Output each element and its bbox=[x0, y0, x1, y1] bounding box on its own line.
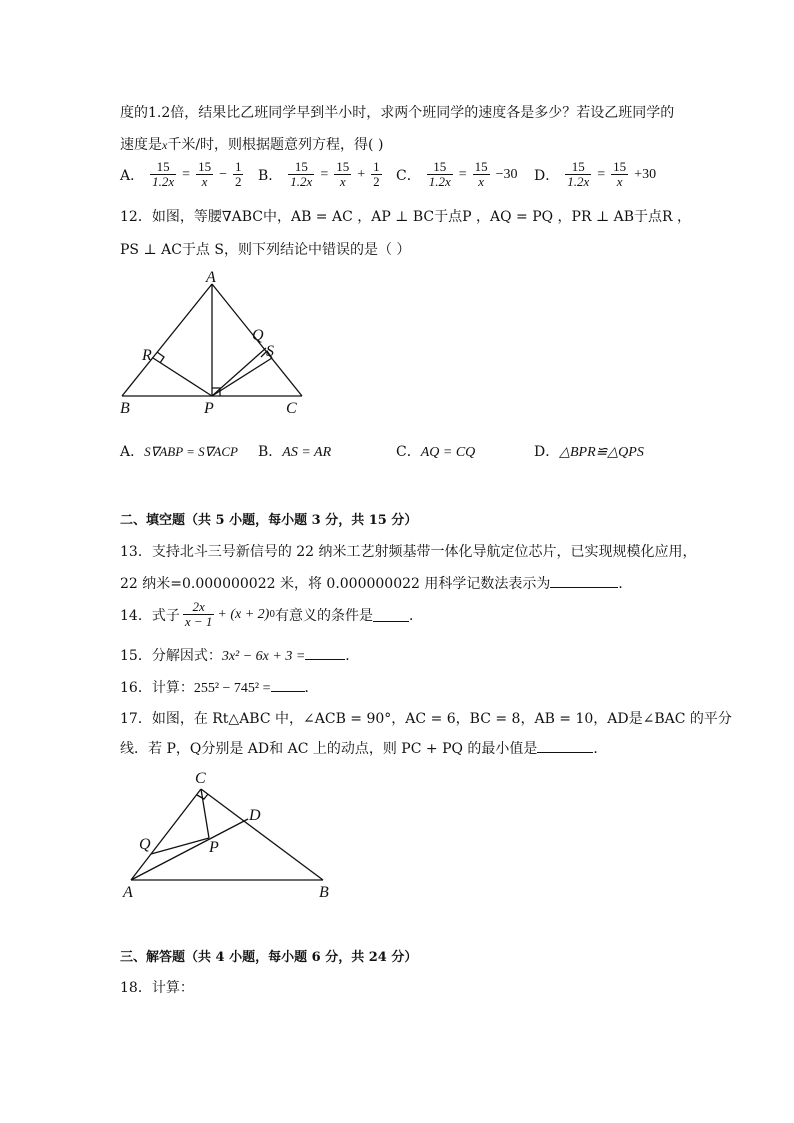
option-label: A． bbox=[120, 167, 145, 184]
q15 bbox=[120, 645, 359, 665]
q14-end: ． bbox=[409, 607, 424, 624]
option-text: S∇ABP = S∇ACP bbox=[144, 444, 238, 459]
frac-den: 2 bbox=[373, 174, 380, 189]
q16-end: ． bbox=[304, 680, 319, 696]
frac-den: 1.2x bbox=[152, 174, 175, 189]
frac-den: 1.2x bbox=[290, 174, 313, 189]
q12-line1: 12．如图，等腰∇ABC中，AB = AC ，AP ⊥ BC于点P ，AQ = PQ ，PR ⊥ AB于点R ， bbox=[120, 209, 691, 225]
q17-line1: 17．如图，在 Rt△ABC 中，∠ACB = 90°，AC = 6，BC = 8，AB = 10，AD是∠BAC 的平分 bbox=[120, 711, 732, 727]
q17-line2 bbox=[120, 738, 607, 758]
q15-answer-blank[interactable] bbox=[305, 645, 345, 660]
frac-num: 15 bbox=[427, 160, 453, 175]
frac-num: 15 bbox=[150, 160, 176, 175]
frac-den: 2 bbox=[234, 174, 242, 189]
q12-options bbox=[120, 441, 680, 461]
option-text: AS = AR bbox=[282, 445, 332, 460]
q11-line1: 度的1.2倍，结果比乙班同学早到半小时，求两个班同学的速度各是多少？若设乙班同学的 bbox=[120, 105, 675, 121]
q11-option-d[interactable] bbox=[534, 160, 656, 189]
frac-num: 15 bbox=[474, 159, 488, 174]
q17-figure bbox=[115, 766, 345, 901]
section3-title: 三、解答题（共 4 小题，每小题 6 分，共 24 分） bbox=[120, 950, 418, 965]
q11-option-b[interactable] bbox=[258, 160, 382, 189]
frac-den: x − 1 bbox=[184, 614, 213, 629]
option-label: B． bbox=[258, 167, 283, 184]
q12-option-b[interactable] bbox=[258, 441, 331, 461]
label-c: C bbox=[286, 400, 297, 417]
label-q: Q bbox=[252, 327, 264, 344]
tail: +30 bbox=[634, 166, 657, 182]
q11-option-c[interactable] bbox=[396, 160, 518, 189]
equals: = bbox=[597, 166, 606, 182]
q12-option-a[interactable] bbox=[120, 441, 238, 461]
label-s: S bbox=[266, 343, 274, 360]
q16-expr: 255² − 745² = bbox=[193, 681, 271, 696]
option-label: C． bbox=[396, 444, 421, 460]
q13-line2-text: 22 纳米=0.000000022 米，将 0.000000022 用科学记数法表示为 bbox=[120, 576, 551, 592]
q13-answer-blank[interactable] bbox=[550, 573, 618, 588]
label-a: A bbox=[206, 270, 216, 286]
q14-answer-blank[interactable] bbox=[373, 607, 409, 622]
q13-line2 bbox=[120, 573, 632, 593]
q14-post: 有意义的条件是 bbox=[275, 607, 374, 624]
frac-den: x bbox=[339, 174, 346, 189]
label-d: D bbox=[249, 807, 261, 824]
frac-num: 15 bbox=[613, 159, 627, 174]
seg-cp bbox=[201, 789, 209, 838]
q11-line2-a: 速度是 bbox=[120, 137, 162, 153]
q16 bbox=[120, 677, 319, 697]
option-label: D． bbox=[534, 444, 560, 460]
label-p: P bbox=[204, 400, 214, 417]
operator: + bbox=[357, 166, 366, 182]
frac-den: 1.2x bbox=[567, 174, 590, 189]
frac-den: x bbox=[616, 174, 623, 189]
label-p: P bbox=[209, 839, 219, 856]
equals: = bbox=[182, 166, 191, 182]
frac-num: 2x bbox=[183, 600, 215, 615]
q15-pre: 15．分解因式： bbox=[120, 648, 222, 664]
operator: − bbox=[219, 166, 227, 182]
q11-option-a[interactable] bbox=[120, 160, 243, 189]
q12-option-c[interactable] bbox=[396, 441, 475, 461]
frac-num: 1 bbox=[373, 159, 380, 174]
q12-line2: PS ⊥ AC于点 S，则下列结论中错误的是（ ） bbox=[120, 242, 411, 258]
frac-den: x bbox=[478, 174, 485, 189]
q16-answer-blank[interactable] bbox=[271, 677, 305, 692]
option-label: C． bbox=[396, 167, 421, 184]
option-text: AQ = CQ bbox=[420, 445, 476, 460]
q14-mid: + (x + 2) bbox=[217, 606, 270, 622]
option-label: D． bbox=[534, 167, 560, 184]
tail: −30 bbox=[495, 166, 518, 182]
q11-line2 bbox=[120, 134, 383, 154]
label-c: C bbox=[195, 770, 206, 787]
q11-var: x bbox=[162, 138, 168, 152]
q16-pre: 16．计算： bbox=[120, 680, 194, 696]
q18: 18．计算： bbox=[120, 980, 194, 996]
q17-end: ． bbox=[593, 741, 608, 757]
label-b: B bbox=[120, 400, 130, 417]
q11-line2-b: 千米/时，则根据题意列方程，得( ) bbox=[167, 137, 384, 153]
seg-ab bbox=[122, 284, 212, 396]
q17-answer-blank[interactable] bbox=[537, 738, 593, 753]
frac-num: 15 bbox=[288, 160, 314, 175]
seg-pq bbox=[151, 838, 209, 854]
label-a: A bbox=[123, 884, 133, 901]
section2-title: 二、填空题（共 5 小题，每小题 3 分，共 15 分） bbox=[120, 513, 418, 528]
option-label: A． bbox=[120, 444, 145, 460]
q15-expr: 3x² − 6x + 3 = bbox=[221, 649, 306, 664]
equals: = bbox=[320, 166, 329, 182]
seg-ac bbox=[131, 789, 201, 880]
q14-pre: 14．式子 bbox=[120, 607, 180, 624]
frac-den: 1.2x bbox=[428, 174, 451, 189]
option-label: B． bbox=[258, 444, 283, 460]
q14 bbox=[120, 600, 423, 629]
label-q: Q bbox=[139, 836, 151, 853]
q12-option-d[interactable] bbox=[534, 441, 644, 461]
label-b: B bbox=[319, 884, 329, 901]
q15-end: ． bbox=[345, 648, 360, 664]
q14-exp: 0 bbox=[269, 609, 276, 620]
q12-figure bbox=[110, 270, 320, 420]
frac-num: 1 bbox=[234, 159, 242, 174]
q11-options bbox=[120, 160, 720, 196]
option-text: △BPR≌△QPS bbox=[559, 445, 644, 460]
seg-pr bbox=[153, 358, 212, 396]
seg-ps bbox=[212, 358, 272, 396]
frac-den: x bbox=[201, 174, 208, 189]
frac-num: 15 bbox=[336, 159, 350, 174]
frac-num: 15 bbox=[198, 159, 212, 174]
q13-end: ． bbox=[618, 576, 633, 592]
q13-line1: 13．支持北斗三号新信号的 22 纳米工艺射频基带一体化导航定位芯片，已实现规模化应用， bbox=[120, 544, 697, 560]
frac-num: 15 bbox=[565, 160, 591, 175]
label-r: R bbox=[142, 347, 152, 364]
equals: = bbox=[458, 166, 467, 182]
q17-line2-text: 线．若 P，Q分别是 AD和 AC 上的动点，则 PC + PQ 的最小值是 bbox=[120, 741, 538, 757]
